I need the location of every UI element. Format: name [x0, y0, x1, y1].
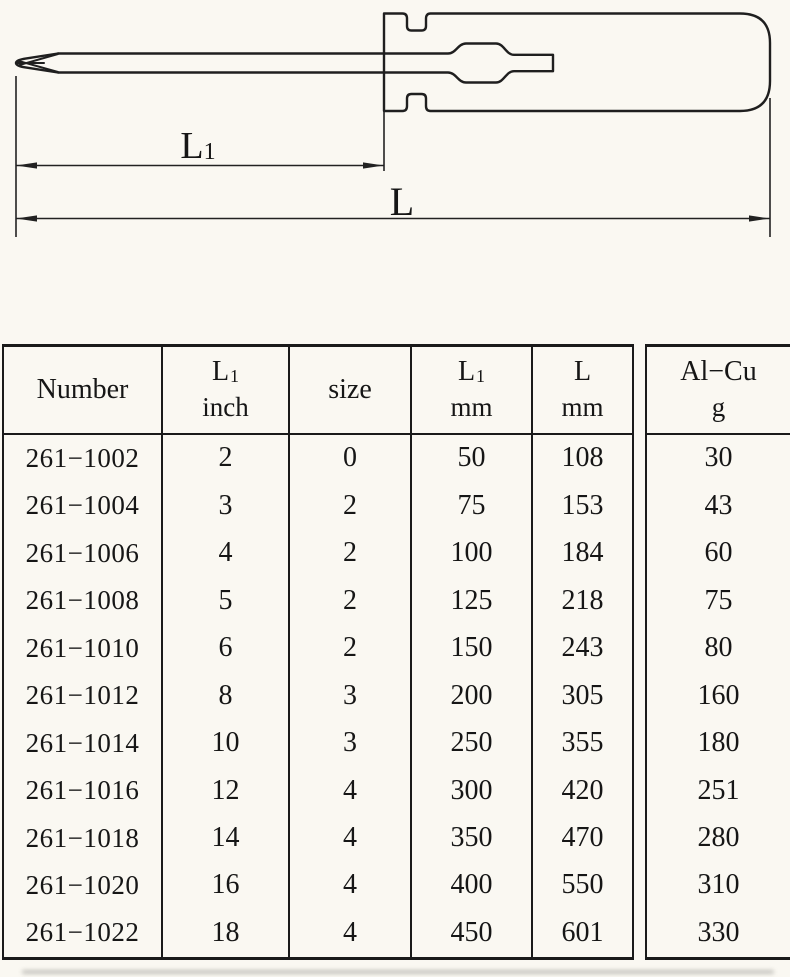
cell-l1-mm: 450 — [412, 910, 533, 957]
cell-l1-inch: 14 — [163, 815, 290, 862]
cell-l1-inch: 16 — [163, 862, 290, 909]
cell-l1-inch: 4 — [163, 530, 290, 577]
cell-size: 4 — [290, 815, 412, 862]
cell-l-mm: 153 — [561, 489, 604, 521]
cell-l1-inch: 18 — [163, 910, 290, 957]
cell-l-mm: 601 — [561, 916, 604, 948]
l1-dimension-label: L1 — [180, 125, 216, 167]
table-row — [4, 910, 632, 957]
col-header-l1-symbol: L1 — [211, 356, 240, 388]
cell-number: 261−1004 — [4, 482, 163, 529]
cell-l1-mm: 300 — [412, 767, 533, 814]
screwdriver-technical-drawing — [0, 0, 790, 260]
cell-weight: 80 — [704, 632, 733, 664]
col-header-l1-inch-unit: inch — [202, 392, 249, 423]
cell-l1-inch: 8 — [163, 672, 290, 719]
table-row — [4, 625, 632, 672]
col-header-l1-symbol: L1 — [457, 356, 486, 388]
col-header-l1-inch — [163, 347, 290, 433]
col-header-al-cu-label: Al−Cu — [680, 356, 757, 388]
tang — [384, 44, 553, 83]
l-dimension-label: L — [389, 179, 415, 224]
table-row — [4, 672, 632, 719]
table-row — [4, 815, 632, 862]
cell-l-mm: 243 — [561, 632, 604, 664]
cell-l-mm: 184 — [561, 537, 604, 569]
cell-l1-mm: 200 — [412, 672, 533, 719]
cell-l1-mm: 250 — [412, 720, 533, 767]
cell-l1-mm: 150 — [412, 625, 533, 672]
cell-number: 261−1006 — [4, 530, 163, 577]
arrowhead-icon — [749, 215, 770, 221]
cell-weight: 180 — [697, 727, 740, 759]
cell-l1-inch: 3 — [163, 482, 290, 529]
cell-l1-inch: 12 — [163, 767, 290, 814]
cell-l-mm: 420 — [561, 774, 604, 806]
cell-l1-mm: 75 — [412, 482, 533, 529]
cell-l1-mm: 350 — [412, 815, 533, 862]
col-header-size-label: size — [328, 373, 372, 405]
cell-l-mm: 108 — [561, 442, 604, 474]
cell-l1-inch: 5 — [163, 577, 290, 624]
arrowhead-icon — [363, 162, 384, 168]
col-header-number — [4, 347, 163, 433]
scan-edge-shadow — [22, 970, 774, 974]
cell-number: 261−1012 — [4, 672, 163, 719]
table-row — [4, 862, 632, 909]
col-header-l-symbol: L — [573, 356, 592, 388]
table-row — [4, 767, 632, 814]
table-row — [4, 482, 632, 529]
col-header-al-cu-unit: g — [711, 392, 726, 423]
spec-table-header — [4, 347, 632, 435]
cell-weight: 160 — [697, 679, 740, 711]
cell-size: 4 — [290, 862, 412, 909]
cell-size: 0 — [290, 435, 412, 482]
col-header-number-label: Number — [36, 373, 129, 405]
cell-l1-mm: 100 — [412, 530, 533, 577]
table-row — [4, 720, 632, 767]
spec-table — [2, 344, 634, 960]
cell-weight: 310 — [697, 869, 740, 901]
col-header-l-mm-unit: mm — [561, 392, 604, 423]
col-header-size — [290, 347, 412, 433]
cell-l-mm: 218 — [561, 584, 604, 616]
cell-weight: 330 — [697, 916, 740, 948]
cell-l-mm: 550 — [561, 869, 604, 901]
cell-size: 2 — [290, 530, 412, 577]
cell-l1-inch: 10 — [163, 720, 290, 767]
table-row — [4, 435, 632, 482]
cell-size: 4 — [290, 767, 412, 814]
col-header-l1-mm-unit: mm — [450, 392, 493, 423]
table-row — [4, 530, 632, 577]
arrowhead-icon — [16, 215, 37, 221]
cell-weight: 30 — [704, 442, 733, 474]
cell-size: 4 — [290, 910, 412, 957]
cell-size: 3 — [290, 672, 412, 719]
cell-weight: 43 — [704, 489, 733, 521]
cell-l1-inch: 6 — [163, 625, 290, 672]
cell-weight: 280 — [697, 821, 740, 853]
cell-l1-mm: 400 — [412, 862, 533, 909]
cell-l1-inch: 2 — [163, 435, 290, 482]
cell-weight: 60 — [704, 537, 733, 569]
cell-l1-mm: 125 — [412, 577, 533, 624]
spec-table-body — [4, 435, 632, 957]
weight-column-body — [647, 435, 790, 957]
cell-size: 2 — [290, 577, 412, 624]
cell-l-mm: 305 — [561, 679, 604, 711]
cell-l-mm: 355 — [561, 727, 604, 759]
cell-number: 261−1008 — [4, 577, 163, 624]
cell-l1-mm: 50 — [412, 435, 533, 482]
cell-number: 261−1014 — [4, 720, 163, 767]
cell-weight: 251 — [697, 774, 740, 806]
col-header-l1-mm — [412, 347, 533, 433]
weight-column — [645, 344, 790, 960]
cell-number: 261−1020 — [4, 862, 163, 909]
cell-l-mm: 470 — [561, 821, 604, 853]
cell-number: 261−1010 — [4, 625, 163, 672]
cell-number: 261−1002 — [4, 435, 163, 482]
col-header-al-cu — [647, 347, 790, 433]
shaft — [58, 54, 384, 73]
cell-weight: 75 — [704, 584, 733, 616]
col-header-l-mm — [533, 347, 632, 433]
weight-column-header — [647, 347, 790, 435]
cell-size: 2 — [290, 482, 412, 529]
cell-number: 261−1022 — [4, 910, 163, 957]
arrowhead-icon — [16, 162, 37, 168]
cell-number: 261−1018 — [4, 815, 163, 862]
table-row — [4, 577, 632, 624]
handle-outline — [384, 14, 770, 112]
cell-size: 2 — [290, 625, 412, 672]
cell-size: 3 — [290, 720, 412, 767]
cell-number: 261−1016 — [4, 767, 163, 814]
phillips-tip-icon — [16, 54, 58, 73]
